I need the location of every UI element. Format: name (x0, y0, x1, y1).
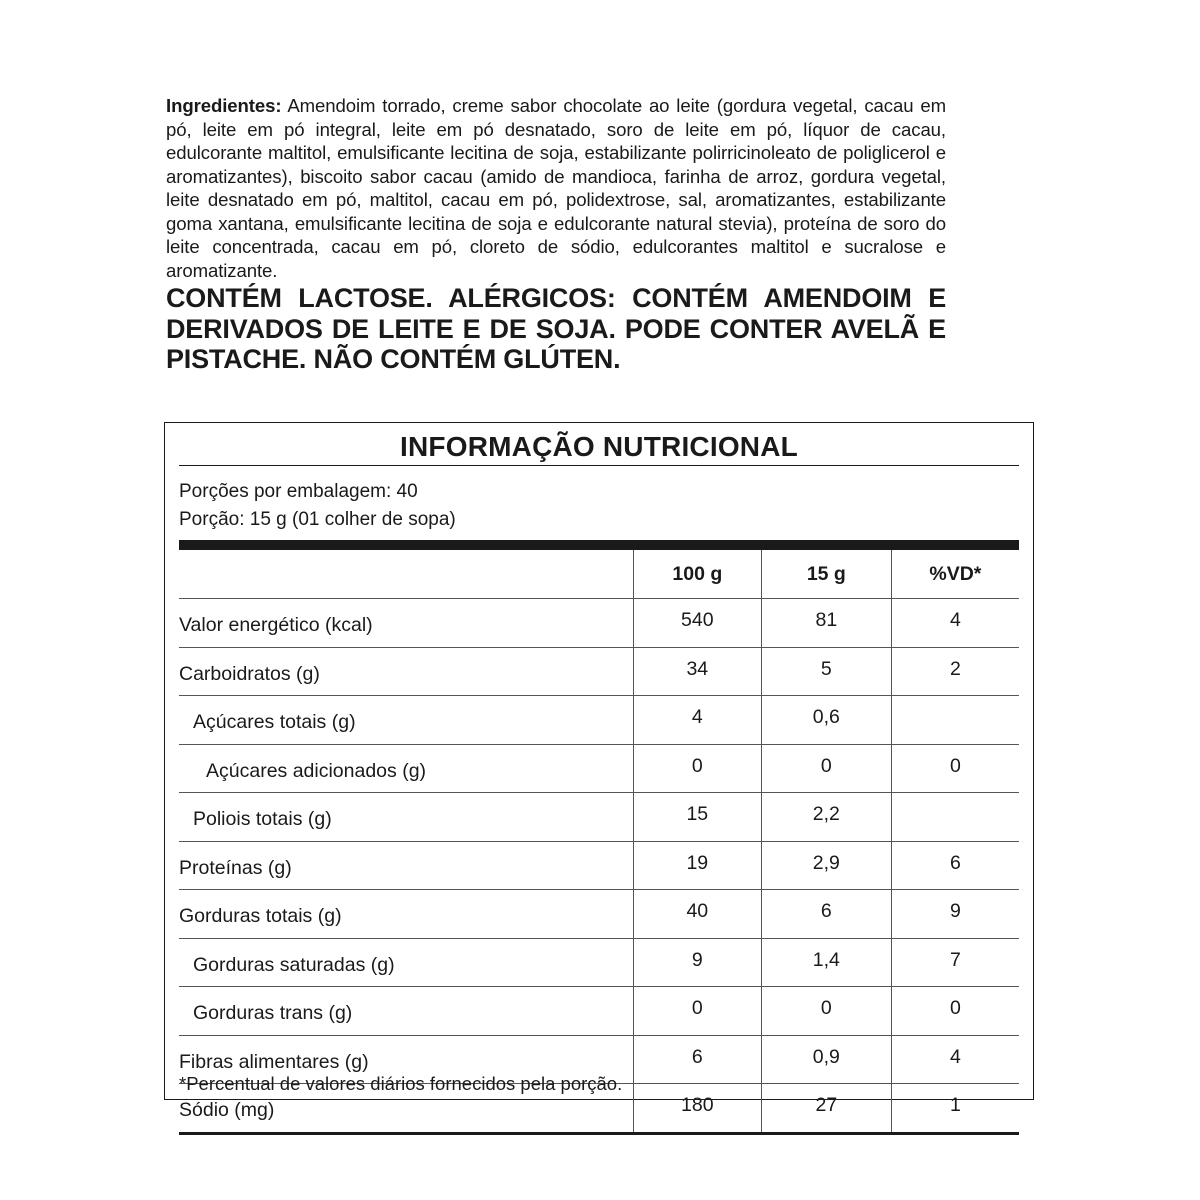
value-portion: 1,4 (761, 938, 891, 987)
nutrition-table (179, 550, 1019, 1135)
nutrient-name: Carboidratos (g) (179, 647, 633, 696)
ingredients-text: Amendoim torrado, creme sabor chocolate ao leite (gordura vegetal, cacau em pó, leite em pó integral, leite em pó desnatado, soro de leite em pó, líquor de cacau, edulcorante maltitol, emulsificante lecitina de soja, estabilizante polirricinoleato de poliglicerol e aromatizantes), biscoito sabor cacau (amido de mandioca, farinha de arroz, gordura vegetal, leite desnatado em pó, maltitol, cacau em pó, polidextrose, sal, aromatizantes, estabilizante goma xantana, emulsificante lecitina de soja e edulcorante natural stevia), proteína de soro do leite concentrada, cacau em pó, cloreto de sódio, edulcorantes maltitol e sucralose e aromatizante. (166, 95, 946, 281)
nutrient-name: Gorduras totais (g) (179, 890, 633, 939)
value-100g: 540 (633, 599, 761, 648)
value-portion: 6 (761, 890, 891, 939)
ingredients-paragraph (166, 94, 946, 282)
table-row (179, 744, 1019, 793)
value-vd: 4 (891, 599, 1019, 648)
column-header-portion: 15 g (761, 550, 891, 599)
nutrition-title: INFORMAÇÃO NUTRICIONAL (400, 431, 798, 462)
table-row (179, 890, 1019, 939)
value-100g: 40 (633, 890, 761, 939)
table-row (179, 793, 1019, 842)
nutrient-name: Açúcares totais (g) (179, 696, 633, 745)
value-100g: 34 (633, 647, 761, 696)
allergen-warning: CONTÉM LACTOSE. ALÉRGICOS: CONTÉM AMENDOIM E DERIVADOS DE LEITE E DE SOJA. PODE CONTER AVELÃ E PISTACHE. NÃO CONTÉM GLÚTEN. (166, 283, 946, 374)
nutrition-facts-panel (164, 422, 1034, 1122)
value-portion: 81 (761, 599, 891, 648)
value-vd: 0 (891, 744, 1019, 793)
value-100g: 180 (633, 1084, 761, 1134)
value-vd: 4 (891, 1035, 1019, 1084)
value-vd: 6 (891, 841, 1019, 890)
value-vd: 7 (891, 938, 1019, 987)
column-header-vd: %VD* (891, 550, 1019, 599)
serving-size: Porção: 15 g (01 colher de sopa) (179, 509, 456, 530)
value-100g: 0 (633, 744, 761, 793)
value-100g: 0 (633, 987, 761, 1036)
table-row (179, 599, 1019, 648)
table-header-row (179, 550, 1019, 599)
value-100g: 15 (633, 793, 761, 842)
column-header-nutrient (179, 550, 633, 599)
title-divider (179, 465, 1019, 466)
table-row (179, 987, 1019, 1036)
value-100g: 19 (633, 841, 761, 890)
value-100g: 4 (633, 696, 761, 745)
column-header-100g: 100 g (633, 550, 761, 599)
value-portion: 0,6 (761, 696, 891, 745)
servings-per-package: Porções por embalagem: 40 (179, 481, 418, 502)
value-portion: 0 (761, 987, 891, 1036)
value-portion: 0 (761, 744, 891, 793)
nutrient-name: Fibras alimentares (g) (179, 1035, 633, 1084)
table-row (179, 938, 1019, 987)
table-row (179, 696, 1019, 745)
nutrient-name: Sódio (mg) (179, 1084, 633, 1134)
value-vd: 9 (891, 890, 1019, 939)
table-row (179, 647, 1019, 696)
value-100g: 6 (633, 1035, 761, 1084)
value-100g: 9 (633, 938, 761, 987)
value-vd: 0 (891, 987, 1019, 1036)
nutrient-name: Gorduras saturadas (g) (179, 938, 633, 987)
value-vd: 2 (891, 647, 1019, 696)
value-vd (891, 793, 1019, 842)
value-vd (891, 696, 1019, 745)
value-portion: 2,2 (761, 793, 891, 842)
thick-divider (179, 540, 1019, 550)
nutrient-name: Valor energético (kcal) (179, 599, 633, 648)
ingredients-label: Ingredientes: (166, 95, 282, 116)
nutrient-name: Proteínas (g) (179, 841, 633, 890)
nutrient-name: Poliois totais (g) (179, 793, 633, 842)
value-portion: 2,9 (761, 841, 891, 890)
table-row (179, 841, 1019, 890)
footnote: *Percentual de valores diários fornecidos pela porção. (179, 1073, 623, 1094)
nutrient-name: Açúcares adicionados (g) (179, 744, 633, 793)
value-vd: 1 (891, 1084, 1019, 1134)
value-portion: 0,9 (761, 1035, 891, 1084)
value-portion: 5 (761, 647, 891, 696)
value-portion: 27 (761, 1084, 891, 1134)
nutrient-name: Gorduras trans (g) (179, 987, 633, 1036)
